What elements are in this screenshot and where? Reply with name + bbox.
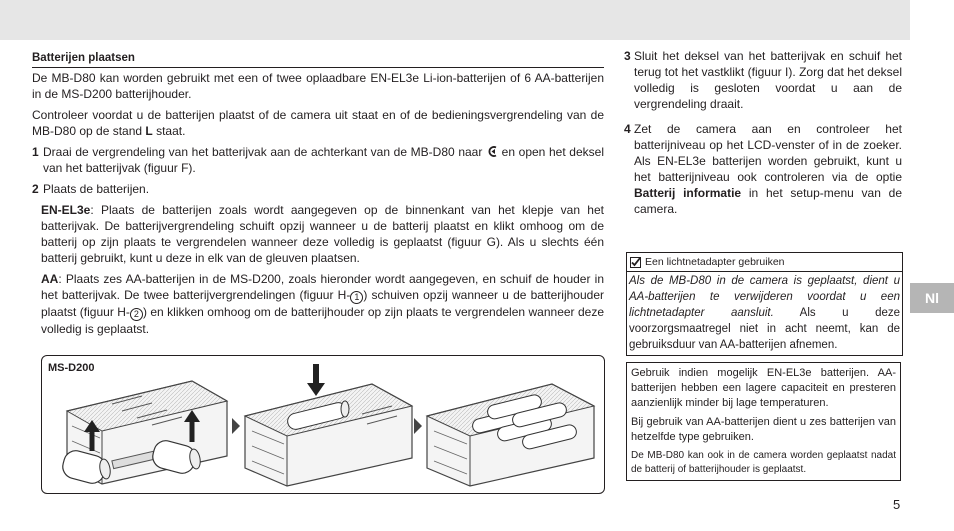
lock-symbol: L <box>145 124 153 138</box>
checkmark-icon <box>630 257 641 268</box>
note-title: Een lichtnetadapter gebruiken <box>645 256 785 268</box>
next-arrow-1-icon <box>232 418 240 434</box>
left-column <box>32 50 604 342</box>
tip-3: De MB-D80 kan ook in de camera worden geplaatst nadat de batterij of batterijhouder is geplaatst. <box>631 450 896 475</box>
figure-label: MS-D200 <box>48 362 95 374</box>
ac-adapter-note: Een lichtnetadapter gebruiken Als de MB-D80 in de camera is geplaatst, dient u AA-batterijen te verwijderen voordat u een lichtnetadapter aansluit. Als u deze voorzorgsmaatregel niet in acht neemt, kan de gebruiksduur van AA-batterijen afnemen. <box>626 252 903 356</box>
step-3: 3 Sluit het deksel van het batterijvak en schuif het terug tot het vastklikt (figuur I). Zorg dat het deksel volledig is gesloten voordat u aan de vergrendeling draait. <box>624 49 902 111</box>
battery-holder-illustration <box>42 356 602 491</box>
right-column <box>624 48 902 222</box>
intro-paragraph: De MB-D80 kan worden gebruikt met een of twee oplaadbare EN-EL3e Li-ion-batterijen of 6 AA-batterijen in de MS-D200 batterijhouder. <box>32 71 604 101</box>
page-number: 5 <box>893 497 901 512</box>
section-title: Batterijen plaatsen <box>32 50 604 68</box>
callout-2-icon: 2 <box>130 308 143 321</box>
en-el3e-paragraph: EN-EL3e: Plaats de batterijen zoals wordt aangegeven op de binnenkant van het klepje van het batterijvak. De batterijvergrendeling schuift opzij wanneer u de batterij plaatst en klikt omhoog om de batterij op zijn plaats te vergrendelen wanneer deze volledig is geplaatst (figuur G). Als u slechts één batterij gebruikt, kunt u deze in elk van de gleuven plaatsen. <box>41 203 604 265</box>
check-paragraph: Controleer voordat u de batterijen plaatst of de camera uit staat en of de bedieningsvergrendeling van de MB-D80 op de stand L staat. <box>32 108 604 138</box>
step-2: 2 Plaats de batterijen. <box>32 182 150 196</box>
holder-full-icon <box>427 384 594 486</box>
battery-tips-note <box>626 362 901 481</box>
next-arrow-2-icon <box>414 418 422 434</box>
language-tab: Nl <box>910 283 954 313</box>
holder-partial-icon <box>245 364 412 486</box>
callout-1-icon: 1 <box>350 291 363 304</box>
step-1: 1 Draai de vergrendeling van het batterijvak aan de achterkant van de MB-D80 naar en open het deksel van het batterijvak (figuur F). <box>32 145 604 175</box>
header-band <box>0 0 910 40</box>
aa-paragraph: AA: Plaats zes AA-batterijen in de MS-D200, zoals hieronder wordt aangegeven, en schuif de houder in het batterijvak. De twee batterijvergrendelingen (figuur H- 1 ) schuiven opzij wanneer u de batterijhouder plaatst (figuur H- 2 ) en klikken omhoog om de batterijhouder op zijn plaats te vergrendelen wanneer deze volledig is geplaatst. <box>41 272 605 336</box>
tip-1: Gebruik indien mogelijk EN-EL3e batterijen. AA-batterijen hebben een lagere capaciteit en presteren aanzienlijk minder bij lage temperaturen. <box>631 367 896 409</box>
step-4: 4 Zet de camera aan en controleer het batterijniveau op het LCD-venster of in de zoeker. Als EN-EL3e batterijen worden gebruikt, kunt u het batterijniveau ook controleren via de optie Batterij informatie in het setup-menu van de camera. <box>624 122 903 216</box>
ms-d200-figure <box>41 355 605 494</box>
unlock-arrow-icon <box>486 146 498 157</box>
tip-2: Bij gebruik van AA-batterijen dient u zes batterijen van hetzelfde type gebruiken. <box>631 416 896 443</box>
